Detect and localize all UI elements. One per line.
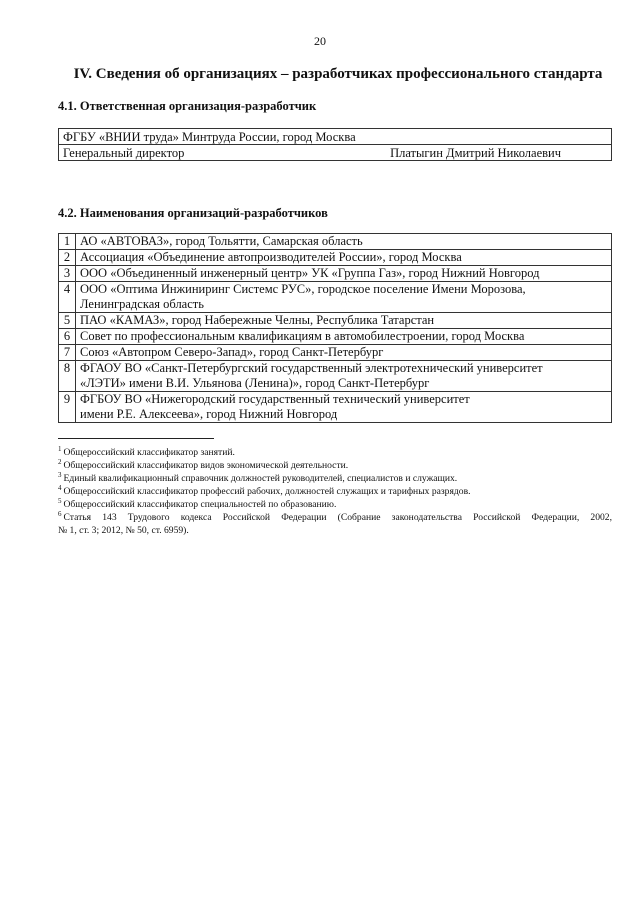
developer-organization-name (76, 345, 612, 361)
footnote (58, 472, 612, 485)
developer-organization-line: ПАО «КАМАЗ», город Набережные Челны, Республика Татарстан (80, 313, 435, 327)
footnote-text: Общероссийский классификатор видов экономической деятельности. (63, 460, 349, 471)
developer-organization-line: Ассоциация «Объединение автопроизводителей России», город Москва (80, 250, 462, 264)
developer-organization-line: ФГБОУ ВО «Нижегородский государственный технический университет (80, 392, 470, 406)
developer-organization-line: «ЛЭТИ» имени В.И. Ульянова (Ленина)», город Санкт-Петербург (80, 376, 430, 390)
developer-organization-name (76, 234, 612, 250)
responsible-director-row (59, 145, 612, 161)
footnote-mark: 4 (58, 483, 62, 492)
developer-row (59, 234, 612, 250)
developer-row (59, 282, 612, 313)
developer-row (59, 250, 612, 266)
footnote-mark: 6 (58, 509, 62, 518)
developer-organization-name (76, 282, 612, 313)
developer-organization-name (76, 392, 612, 423)
footnote (58, 498, 612, 511)
footnote-text: Общероссийский классификатор занятий. (63, 447, 235, 458)
developer-row-number: 9 (59, 392, 76, 423)
footnote (58, 485, 612, 498)
page-number: 20 (314, 34, 326, 48)
developer-row-number: 1 (59, 234, 76, 250)
developer-organization-line: имени Р.Е. Алексеева», город Нижний Новгород (80, 407, 338, 421)
developer-row (59, 361, 612, 392)
developer-organization-name (76, 266, 612, 282)
developer-organization-name (76, 329, 612, 345)
section-title: IV. Сведения об организациях – разработчиках профессионального стандарта (73, 66, 603, 82)
developer-row (59, 345, 612, 361)
footnote (58, 459, 612, 472)
responsible-organization-heading: 4.1. Ответственная организация-разработчик (58, 99, 317, 113)
developer-organization-line: ООО «Оптима Инжиниринг Системс РУС», городское поселение Имени Морозова, (80, 282, 526, 296)
responsible-organization-table (58, 128, 612, 161)
developer-organization-line: ООО «Объединенный инженерный центр» УК «Группа Газ», город Нижний Новгород (80, 266, 540, 280)
responsible-organization-name: ФГБУ «ВНИИ труда» Минтруда России, город Москва (59, 129, 612, 145)
footnote-text: Общероссийский классификатор специальностей по образованию. (63, 499, 337, 510)
developer-organization-line: Совет по профессиональным квалификациям в автомобилестроении, город Москва (80, 329, 525, 343)
developer-organization-name (76, 250, 612, 266)
developer-row-number: 7 (59, 345, 76, 361)
developer-row-number: 5 (59, 313, 76, 329)
developer-organizations-table (58, 233, 612, 423)
footnote-text: Статья 143 Трудового кодекса Российской Федерации (Собрание законодательства Российской Федерации, 2002, (63, 512, 612, 523)
footnote-mark: 1 (58, 444, 62, 453)
director-name: Платыгин Дмитрий Николаевич (261, 145, 612, 161)
developer-row-number: 6 (59, 329, 76, 345)
footnote (58, 446, 612, 459)
developer-organizations-heading: 4.2. Наименования организаций-разработчиков (58, 206, 328, 220)
developer-organization-line: Ленинградская область (80, 297, 204, 311)
footnote-divider (58, 438, 214, 439)
developer-row-number: 2 (59, 250, 76, 266)
developer-row-number: 4 (59, 282, 76, 313)
developer-organization-name (76, 361, 612, 392)
footnote-mark: 2 (58, 457, 62, 466)
footnotes (58, 446, 612, 537)
responsible-organization-row (59, 129, 612, 145)
developer-row (59, 266, 612, 282)
footnote-text: Общероссийский классификатор профессий рабочих, должностей служащих и тарифных разрядов. (63, 486, 471, 497)
developer-organization-name (76, 313, 612, 329)
footnote-mark: 5 (58, 496, 62, 505)
footnote (58, 524, 612, 537)
footnote-mark: 3 (58, 470, 62, 479)
developer-organization-line: АО «АВТОВАЗ», город Тольятти, Самарская область (80, 234, 363, 248)
director-position: Генеральный директор (59, 145, 261, 161)
developer-row (59, 313, 612, 329)
developer-row-number: 8 (59, 361, 76, 392)
developer-row (59, 329, 612, 345)
developer-row (59, 392, 612, 423)
developer-organization-line: ФГАОУ ВО «Санкт-Петербургский государственный электротехнический университет (80, 361, 543, 375)
developer-organization-line: Союз «Автопром Северо-Запад», город Санкт-Петербург (80, 345, 384, 359)
footnote-text: Единый квалификационный справочник должностей руководителей, специалистов и служащих. (63, 473, 458, 484)
developer-row-number: 3 (59, 266, 76, 282)
footnote (58, 511, 612, 524)
footnote-text: № 1, ст. 3; 2012, № 50, ст. 6959). (58, 525, 189, 536)
